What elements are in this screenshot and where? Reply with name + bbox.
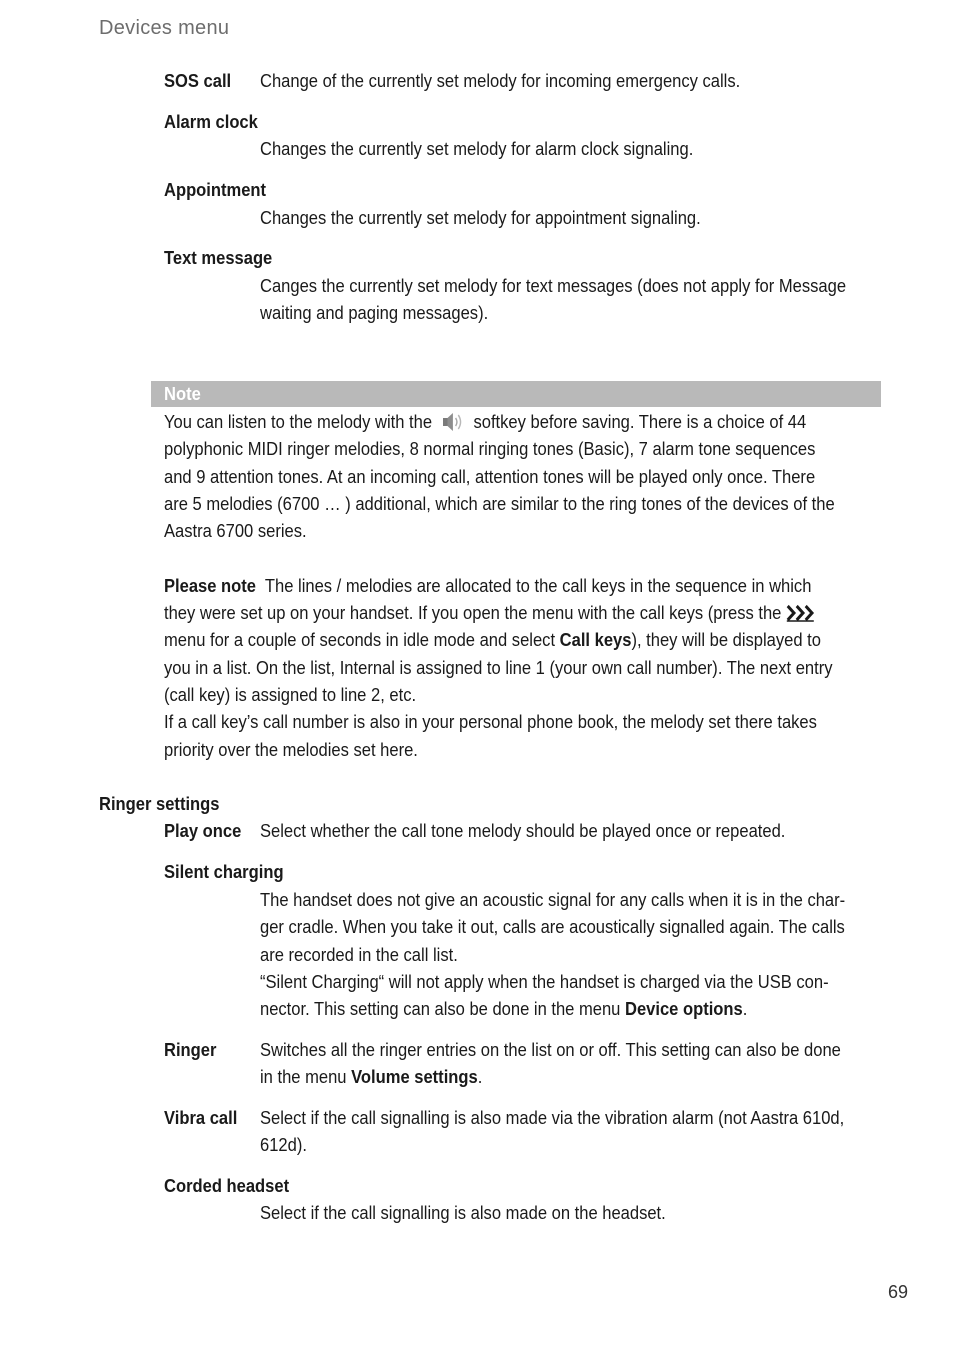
desc-line bbox=[260, 995, 836, 1022]
triple-chevron-icon bbox=[786, 602, 817, 629]
pn-line: If a call key’s call number is also in your personal phone book, the melody set there takes bbox=[164, 711, 817, 733]
desc-line: “Silent Charging“ will not apply when the handset is charged via the USB con- bbox=[260, 970, 829, 992]
pn-line: you in a list. On the list, Internal is assigned to line 1 (your own call number). The next entry bbox=[164, 656, 833, 678]
desc-line: ger cradle. When you take it out, calls are acoustically signalled again. The calls bbox=[260, 916, 845, 938]
ringer-settings-heading: Ringer settings bbox=[99, 793, 220, 814]
desc-line: 612d). bbox=[260, 1134, 307, 1156]
term-sos-call: SOS call bbox=[164, 70, 232, 91]
desc-ringer bbox=[260, 1036, 841, 1091]
note-bar bbox=[151, 381, 881, 407]
note-line1-after: softkey before saving. There is a choice of 44 bbox=[473, 411, 807, 432]
note-line1-before: You can listen to the melody with the bbox=[164, 411, 433, 432]
term-play-once: Play once bbox=[164, 820, 242, 841]
term-appointment: Appointment bbox=[164, 179, 267, 200]
note-body bbox=[164, 408, 884, 763]
pn-line bbox=[164, 626, 884, 653]
term-corded-headset: Corded headset bbox=[164, 1175, 290, 1196]
desc-vibra-call bbox=[260, 1104, 845, 1159]
pn-line2: they were set up on your handset. If you open the menu with the call keys (press the bbox=[164, 602, 782, 624]
note-line: are 5 melodies (6700 … ) additional, which are similar to the ring tones of the devices of the bbox=[164, 492, 835, 514]
please-note-label: Please note bbox=[164, 574, 256, 596]
note-line bbox=[164, 408, 884, 435]
pn-line1: The lines / melodies are allocated to the call keys in the sequence in which bbox=[264, 574, 812, 596]
please-note-line bbox=[164, 572, 884, 599]
term-vibra-call: Vibra call bbox=[164, 1107, 238, 1128]
call-keys-term: Call keys bbox=[559, 629, 632, 651]
volume-settings-term: Volume settings bbox=[351, 1066, 478, 1088]
desc-line: Canges the currently set melody for text messages (does not apply for Message bbox=[260, 275, 847, 296]
pn-line3-after: ), they will be displayed to bbox=[631, 629, 821, 651]
desc-line: Select whether the call tone melody should be played once or repeated. bbox=[260, 820, 786, 841]
pn-line: (call key) is assigned to line 2, etc. bbox=[164, 683, 417, 705]
pn-line3-before: menu for a couple of seconds in idle mode and select bbox=[164, 629, 556, 651]
desc-line: Changes the currently set melody for alarm clock signaling. bbox=[260, 138, 694, 159]
running-header: Devices menu bbox=[99, 17, 230, 39]
pn-line bbox=[164, 599, 884, 626]
desc-sos-call bbox=[260, 67, 836, 94]
page-number: 69 bbox=[888, 1282, 909, 1302]
term-ringer: Ringer bbox=[164, 1039, 217, 1060]
device-options-term: Device options bbox=[625, 998, 743, 1020]
desc-appointment bbox=[260, 204, 836, 231]
term-alarm-clock: Alarm clock bbox=[164, 111, 258, 132]
note-line: Aastra 6700 series. bbox=[164, 520, 307, 542]
pn-line: priority over the melodies set here. bbox=[164, 738, 418, 760]
desc-play-once bbox=[260, 817, 836, 844]
desc-line: Select if the call signalling is also made on the headset. bbox=[260, 1202, 666, 1223]
blank-line bbox=[164, 544, 884, 571]
note-line: and 9 attention tones. At an incoming call, attention tones will be played only once. There bbox=[164, 465, 816, 487]
term-text-message: Text message bbox=[164, 247, 273, 268]
desc-alarm-clock bbox=[260, 135, 836, 162]
ringer-line2-after: . bbox=[477, 1066, 483, 1088]
desc-line: are recorded in the call list. bbox=[260, 943, 458, 965]
sc-last-before: nector. This setting can also be done in the menu bbox=[260, 998, 621, 1020]
ringer-line2-before: in the menu bbox=[260, 1066, 347, 1088]
note-label: Note bbox=[164, 383, 201, 404]
sc-last-after: . bbox=[742, 998, 748, 1020]
desc-line: Select if the call signalling is also made via the vibration alarm (not Aastra 610d, bbox=[260, 1107, 845, 1128]
desc-line: Change of the currently set melody for incoming emergency calls. bbox=[260, 70, 741, 91]
desc-corded-headset bbox=[260, 1199, 836, 1226]
desc-line: Changes the currently set melody for appointment signaling. bbox=[260, 207, 701, 228]
desc-line: waiting and paging messages). bbox=[260, 302, 489, 324]
desc-line: Switches all the ringer entries on the list on or off. This setting can also be done bbox=[260, 1039, 841, 1060]
note-line: polyphonic MIDI ringer melodies, 8 normal ringing tones (Basic), 7 alarm tone sequences bbox=[164, 438, 816, 460]
desc-text-message bbox=[260, 272, 847, 327]
desc-silent-charging bbox=[260, 886, 846, 1022]
desc-line: The handset does not give an acoustic signal for any calls when it is in the char- bbox=[260, 889, 846, 910]
desc-line bbox=[260, 1063, 836, 1090]
term-silent-charging: Silent charging bbox=[164, 861, 284, 882]
